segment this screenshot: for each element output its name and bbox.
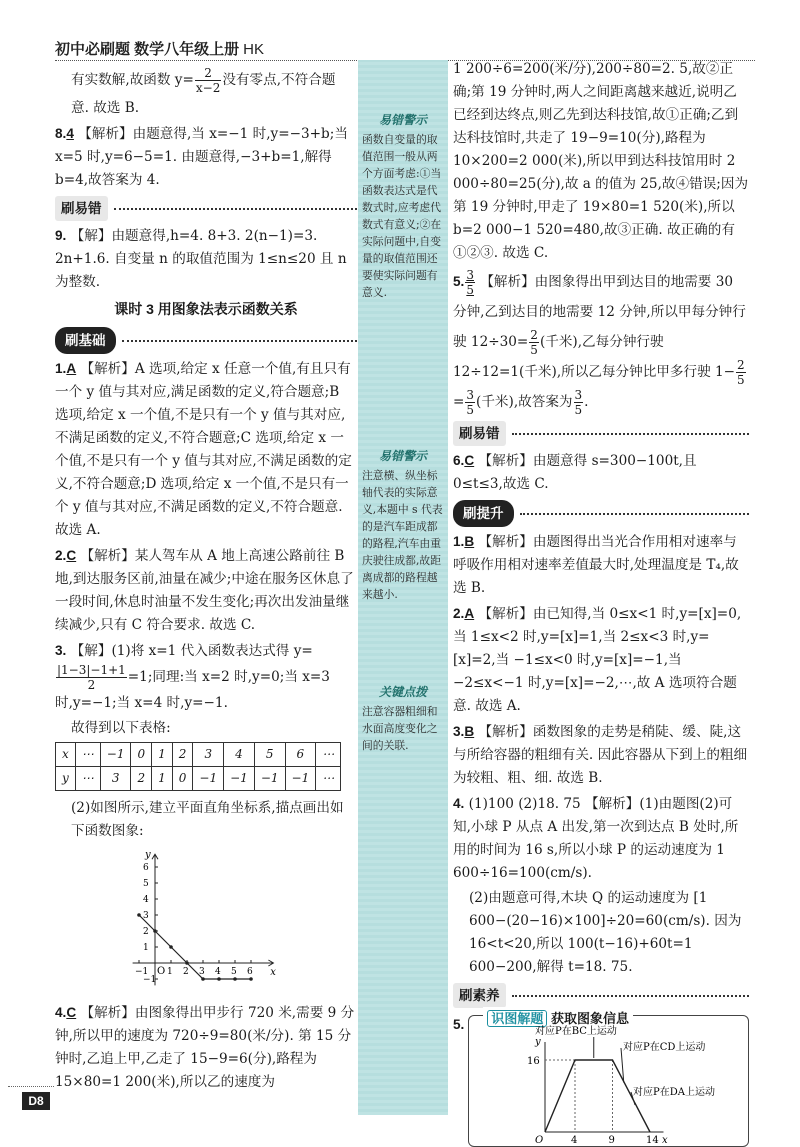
question-r3: 3.B 【解析】函数图象的走势是稍陡、缓、陡,这与所给容器的粗细有关. 因此容器从下到上的粗细为较粗、粗、细. 故选 B. xyxy=(453,724,748,786)
origin-label: O xyxy=(535,1135,544,1144)
question-2: 2.C 【解析】某人驾车从 A 地上高速公路前往 B 地,到达服务区前,油量在减少;中途在服务区休息了一段时间,休息时油量不发生变化;再次出发油量继续减少,只有 C 符合要求. 故选 C. xyxy=(55,548,354,633)
table-cell: ⋯ xyxy=(75,767,100,791)
table-cell: −1 xyxy=(285,767,316,791)
question-r4: 4. (1)100 (2)18. 75 【解析】(1)由题图(2)可知,小球 P 从点 A 出发,第一次到达点 B 处时,所用的时间为 16 s,所以小球 P 的运动速度为 1 600÷16=100(cm/s). xyxy=(453,796,739,881)
annotation-cd: 对应P在CD上运动 xyxy=(623,1042,706,1053)
left-column xyxy=(55,66,357,1096)
question-r5: 5. 识图解题 获取图象信息 x y O 16 4 9 14 对应P在BC上运动 对应P在CD上运动 对应P在DA上运动 xyxy=(453,1011,749,1147)
fraction: $\frac{|1-3|-1+1}{2}$ xyxy=(57,663,126,692)
x-axis-label: x xyxy=(662,1135,668,1144)
page-number: D8 xyxy=(22,1092,50,1110)
y-tick-label: 4 xyxy=(143,895,149,905)
function-graph xyxy=(125,845,285,995)
table-cell: −1 xyxy=(254,767,285,791)
x-tick-label: 5 xyxy=(231,967,237,977)
info-box xyxy=(468,1011,749,1147)
table-cell: 1 xyxy=(152,743,173,767)
badge-shuatisheng: 刷提升 xyxy=(453,500,749,527)
table-cell: ⋯ xyxy=(75,743,100,767)
header-title: 初中必刷题 数学八年级上册 xyxy=(55,41,240,58)
table-cell: x xyxy=(56,743,76,767)
table-cell: ⋯ xyxy=(316,743,341,767)
question-r1: 1.B 【解析】由题图得出当光合作用相对速率与呼吸作用相对速率差值最大时,处理温度是 T₄,故选 B. xyxy=(453,534,739,596)
fraction: $\frac{2}{x-2}$ xyxy=(195,66,221,95)
y-tick-label: 6 xyxy=(143,863,149,873)
page-header xyxy=(55,38,264,59)
footer-divider xyxy=(8,1086,54,1087)
table-cell: 6 xyxy=(285,743,316,767)
y-axis-label: y xyxy=(535,1036,541,1048)
table-row xyxy=(56,743,341,767)
question-6: 6.C 【解析】由题意得 s=300−100t,且 0≤t≤3,故选 C. xyxy=(453,453,697,492)
right-column xyxy=(453,58,749,1147)
question-r4-part2: (2)由题意可得,木块 Q 的运动速度为 [1 600−(20−16)×100]÷20=60(cm/s). 因为 16<t<20,所以 100(t−16)+60t=1 600−200,解得 t=18. 75. xyxy=(469,890,742,975)
y-tick-label: −1 xyxy=(143,975,157,985)
y-tick-label: 5 xyxy=(143,879,149,889)
table-cell: 4 xyxy=(224,743,255,767)
x-axis-label: x xyxy=(270,967,276,978)
x-tick-label: 1 xyxy=(167,967,173,977)
side-note-2: 易错警示 注意横、纵坐标轴代表的实际意义,本题中 s 代表的是汽车距成都的路程,汽车由重庆驶往成都,故距离成都的路程越来越小. xyxy=(362,449,443,601)
table-cell: 5 xyxy=(254,743,285,767)
side-note-3: 关键点拨 注意容器粗细和水面高度变化之间的关联. xyxy=(362,685,438,752)
info-graph xyxy=(473,1020,753,1144)
badge-shuajichu: 刷基础 xyxy=(55,327,357,354)
x-tick-label: 9 xyxy=(608,1135,616,1144)
q4-continuation: 1 200÷6=200(米/分),200÷80=2. 5,故②正确;第 19 分钟时,两人之间距离越来越近,说明乙已经到达终点,则乙先到达科技馆,故①正确;乙到达科技馆时,共走了 19−9=10(分),路程为 10×200=2 000(米),所以甲到达科技馆用时 2 000÷80=25(分),故 a 的值为 25,故④错误;因为第 19 分钟时,甲走了 19×80=1 520(米),所以 b=2 000−1 520=480,故③正确. 故正确的有①②③. 故选 C. xyxy=(453,61,749,261)
x-tick-label: 2 xyxy=(183,967,189,977)
table-cell: 3 xyxy=(193,743,224,767)
graph-point xyxy=(233,977,237,981)
annotation-da: 对应P在DA上运动 xyxy=(633,1087,716,1098)
question-3: 3. 【解】(1)将 x=1 代入函数表达式得 y= $\frac{|1-3|-1+1}{2}$ =1;同理:当 x=2 时,y=0;当 x=3 时,y=−1;当 x=4 时,y=−1. xyxy=(55,643,330,711)
table-cell: 1 xyxy=(152,767,173,791)
q7-conclusion: 意. 故选 B. xyxy=(71,100,140,116)
x-tick-label: 4 xyxy=(571,1135,578,1144)
question-8: 8.4 【解析】由题意得,当 x=−1 时,y=−3+b;当 x=5 时,y=6−5=1. 由题意得,−3+b=1,解得 b=4,故答案为 4. xyxy=(55,126,348,188)
y-tick-label: 3 xyxy=(143,911,149,921)
graph-point xyxy=(153,929,157,933)
header-edition: HK xyxy=(243,41,265,58)
question-1: 1.A 【解析】A 选项,给定 x 任意一个值,有且只有一个 y 值与其对应,满足函数的定义,符合题意;B 选项,给定 x 一个值,不是只有一个 y 值与其对应,不满足函数的定义,不符合题意;C 选项,给定 x 一个值,不是只有一个 y 值与其对应,不满足函数的定义,不符合题意;D 选项,给定 x 一个值,不是只有一个 y 值与其对应,不满足函数的定义,不符合题意. 故选 A. xyxy=(55,361,352,538)
question-5: 5. $\frac{3}{5}$ 【解析】由图象得出甲到达目的地需要 30 分钟,乙到达目的地需要 12 分钟,所以甲每分钟行驶 12÷30= $\frac{2}{5}$ (千米),乙每分钟行驶 12÷12=1(千米),所以乙每分钟比甲多行驶 1− $\frac{2}{5}$ = $\frac{3}{5}$ (千米),故答案为 $\frac{3}{5}$ . xyxy=(453,268,746,417)
q7-continuation: 有实数解,故函数 y= $\frac{2}{x-2}$ 没有零点,不符合题 xyxy=(71,66,336,95)
graph-point xyxy=(201,977,205,981)
table-cell: −1 xyxy=(100,743,131,767)
graph-point xyxy=(185,961,189,965)
value-table xyxy=(55,742,341,791)
badge-shuasuyang: 刷素养 xyxy=(453,983,749,1008)
y-axis-label: y xyxy=(145,849,151,861)
side-notes-bar xyxy=(358,60,448,1115)
table-row xyxy=(56,767,341,791)
badge-shuayicuo-right: 刷易错 xyxy=(453,421,749,446)
y-tick-label: 16 xyxy=(527,1056,541,1067)
x-tick-label: −1 xyxy=(135,967,149,977)
annotation-bc: 对应P在BC上运动 xyxy=(535,1026,618,1037)
graph-point xyxy=(217,977,221,981)
table-cell: 2 xyxy=(172,743,193,767)
table-cell: −1 xyxy=(193,767,224,791)
table-cell: ⋯ xyxy=(316,767,341,791)
badge-shuayicuo: 刷易错 xyxy=(55,196,357,221)
table-cell: 0 xyxy=(131,743,152,767)
side-note-1: 易错警示 函数自变量的取值范围一般从两个方面考虑:①当函数表达式是代数式时,应考虑代数式有意义;②在实际问题中,自变量的取值范围还要使实际问题有意义. xyxy=(362,113,442,299)
question-9: 9. 【解】由题意得,h=4. 8+3. 2(n−1)=3. 2n+1.6. 自变量 n 的取值范围为 1≤n≤20 且 n 为整数. xyxy=(55,228,347,290)
graph-point xyxy=(169,945,173,949)
info-box-heading: 识图解题 获取图象信息 xyxy=(483,1007,633,1030)
table-cell: 0 xyxy=(172,767,193,791)
question-r2: 2.A 【解析】由已知得,当 0≤x<1 时,y=[x]=0,当 1≤x<2 时,y=[x]=1,当 2≤x<3 时,y=[x]=2,当 −1≤x<0 时,y=[x]=−1,当 −2≤x<−1 时,y=[x]=−2,⋯,故 A 选项符合题意. 故选 A. xyxy=(453,606,742,714)
origin-label: O xyxy=(157,966,166,977)
y-tick-label: 1 xyxy=(143,943,149,953)
table-cell: 3 xyxy=(100,767,131,791)
table-cell: 2 xyxy=(131,767,152,791)
x-tick-label: 4 xyxy=(215,967,221,977)
question-4: 4.C 【解析】由图象得出甲步行 720 米,需要 9 分钟,所以甲的速度为 720÷9=80(米/分). 第 15 分钟时,乙追上甲,乙走了 15−9=6(分),路程为 15×80=1 200(米),所以乙的速度为 xyxy=(55,1005,355,1090)
graph-intro: (2)如图所示,建立平面直角坐标系,描点画出如下函数图象: xyxy=(71,800,344,839)
table-cell: −1 xyxy=(224,767,255,791)
table-intro: 故得到以下表格: xyxy=(71,720,171,736)
x-tick-label: 6 xyxy=(247,967,253,977)
x-tick-label: 3 xyxy=(199,967,205,977)
table-cell: y xyxy=(56,767,76,791)
graph-point xyxy=(137,913,141,917)
y-tick-label: 2 xyxy=(143,927,149,937)
section-title: 课时 3 用图象法表示函数关系 xyxy=(114,301,298,317)
graph-point xyxy=(249,977,253,981)
x-tick-label: 14 xyxy=(646,1135,660,1144)
